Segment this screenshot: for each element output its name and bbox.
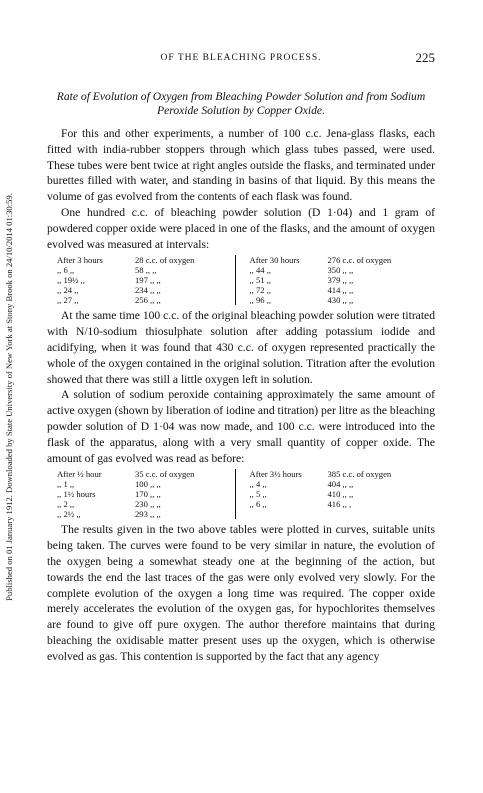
table-cell-time: ,, 27 ,, <box>57 295 79 306</box>
page-number: 225 <box>415 50 435 65</box>
table-cell-volume: 170 ,, ,, <box>135 489 161 500</box>
table-cell-volume: 230 ,, ,, <box>135 499 161 510</box>
table-row <box>57 479 227 489</box>
oxygen-table-bleaching-powder <box>57 255 427 305</box>
table-row <box>250 489 420 499</box>
table-cell-time: ,, 51 ,, <box>249 275 271 286</box>
table-row <box>250 285 420 295</box>
table-cell-volume: 234 ,, ,, <box>135 285 161 296</box>
paragraph-apparatus: For this and other experiments, a number of 100 c.c. Jena-glass flasks, each fitted with india-rubber stoppers through which glass tubes passed, were used. These tubes were bent twice at right angles outside the flasks, and terminated under burettes filled with water, and standing in basins of that liquid. By this means the volume of gas evolved from the contents of each flask was found. <box>47 127 435 204</box>
page-header <box>47 50 435 68</box>
table-cell-time: After 3½ hours <box>249 469 302 480</box>
table-row <box>250 479 420 489</box>
table-row <box>57 295 227 305</box>
table-cell-volume: 410 ,, ,, <box>327 489 354 500</box>
table-cell-volume: 276 c.c. of oxygen <box>327 255 392 266</box>
table-cell-volume: 404 ,, ,, <box>327 479 354 490</box>
table-cell-time: ,, 1 ,, <box>57 479 75 490</box>
table-row <box>57 499 227 509</box>
table-cell-volume: 430 ,, ,, <box>327 295 354 306</box>
table-row <box>57 469 227 479</box>
table-cell-volume: 58 ,, ,, <box>135 265 157 276</box>
table-cell-volume: 293 ,, ,, <box>135 509 161 520</box>
table-cell-time: ,, 5 ,, <box>249 489 267 500</box>
table-cell-time: ,, 4 ,, <box>249 479 267 490</box>
table-row <box>250 255 420 265</box>
section-title: Rate of Evolution of Oxygen from Bleaching Powder Solution and from Sodium Peroxide Solution by Copper Oxide. <box>56 90 426 117</box>
oxygen-table-sodium-peroxide <box>57 469 427 519</box>
table-cell-time: After ½ hour <box>57 469 102 480</box>
table-cell-volume: 28 c.c. of oxygen <box>135 255 195 266</box>
table-row <box>250 499 420 509</box>
table-cell-time: ,, 44 ,, <box>249 265 271 276</box>
table-row <box>57 275 227 285</box>
table-column-right <box>235 469 428 519</box>
table-cell-time: ,, 24 ,, <box>57 285 79 296</box>
paragraph-sodium-peroxide: A solution of sodium peroxide containing approximately the same amount of active oxygen (shown by liberation of iodine and titration) per litre as the bleaching powder solution of D 1·04 was now made, and 100 c.c. were introduced into the flask of the apparatus, along with a very small quantity of copper oxide. The amount of gas evolved was read as before: <box>47 388 435 465</box>
table-cell-time: ,, 2 ,, <box>57 499 75 510</box>
journal-page <box>47 50 435 665</box>
table-cell-time: ,, 19½ ,, <box>57 275 85 286</box>
table-cell-volume: 256 ,, ,, <box>135 295 161 306</box>
table-column-right <box>235 255 428 305</box>
table-cell-time: ,, 6 ,, <box>249 499 267 510</box>
table-row <box>250 265 420 275</box>
download-watermark-text: Published on 01 January 1912. Downloaded by State University of New York at Stony Brook on 24/10/2014 01:30:59. <box>4 192 14 601</box>
table-cell-time: ,, 1½ hours <box>57 489 96 500</box>
table-cell-volume: 197 ,, ,, <box>135 275 161 286</box>
table-cell-time: ,, 6 ,, <box>57 265 75 276</box>
table-cell-time: After 30 hours <box>249 255 300 266</box>
table-row <box>57 285 227 295</box>
table-row <box>250 295 420 305</box>
table-row <box>57 489 227 499</box>
table-cell-volume: 414 ,, ,, <box>327 285 354 296</box>
download-watermark <box>2 0 16 793</box>
table-row <box>57 265 227 275</box>
table-cell-time: ,, 72 ,, <box>249 285 271 296</box>
table-cell-volume: 35 c.c. of oxygen <box>135 469 195 480</box>
table-column-left <box>57 255 235 305</box>
table-cell-volume: 416 ,, , <box>327 499 352 510</box>
table-column-left <box>57 469 235 519</box>
paragraph-results: The results given in the two above tables were plotted in curves, suitable units being taken. The curves were found to be very similar in nature, the evolution of the oxygen being a somewhat steady one at the beginning of the action, but towards the end the last traces of the gas were only evolved very slowly. For the complete evolution of the oxygen a long time was required. The copper oxide merely accelerates the evolution of the oxygen gas, for hypochlorites themselves are found to give off pure oxygen. The author therefore maintains that during bleaching the oxidisable matter present uses up the oxygen, which is otherwise evolved as gas. This contention is supported by the fact that any agency <box>47 523 435 663</box>
table-row <box>250 275 420 285</box>
table-cell-volume: 385 c.c. of oxygen <box>327 469 392 480</box>
table-cell-time: After 3 hours <box>57 255 103 266</box>
running-title: OF THE BLEACHING PROCESS. <box>160 53 322 63</box>
table-cell-volume: 100 ,, ,, <box>135 479 161 490</box>
table-cell-volume: 350 ,, ,, <box>327 265 354 276</box>
table-row <box>57 255 227 265</box>
table-row <box>250 469 420 479</box>
paragraph-bleaching-powder: One hundred c.c. of bleaching powder solution (D 1·04) and 1 gram of powdered copper oxide were placed in one of the flasks, and the amount of oxygen evolved was measured at intervals: <box>47 205 435 251</box>
table-row <box>57 509 227 519</box>
table-cell-time: ,, 96 ,, <box>249 295 271 306</box>
table-cell-volume: 379 ,, ,, <box>327 275 354 286</box>
paragraph-titration: At the same time 100 c.c. of the original bleaching powder solution were titrated with N/10-sodium thiosulphate solution after adding potassium iodide and acidifying, when it was found that 430 c.c. of oxygen represented practically the whole of the oxygen contained in the original solution. Titration after the evolution showed that there was still a little oxygen left in solution. <box>47 309 435 386</box>
table-cell-time: ,, 2½ ,, <box>57 509 81 520</box>
